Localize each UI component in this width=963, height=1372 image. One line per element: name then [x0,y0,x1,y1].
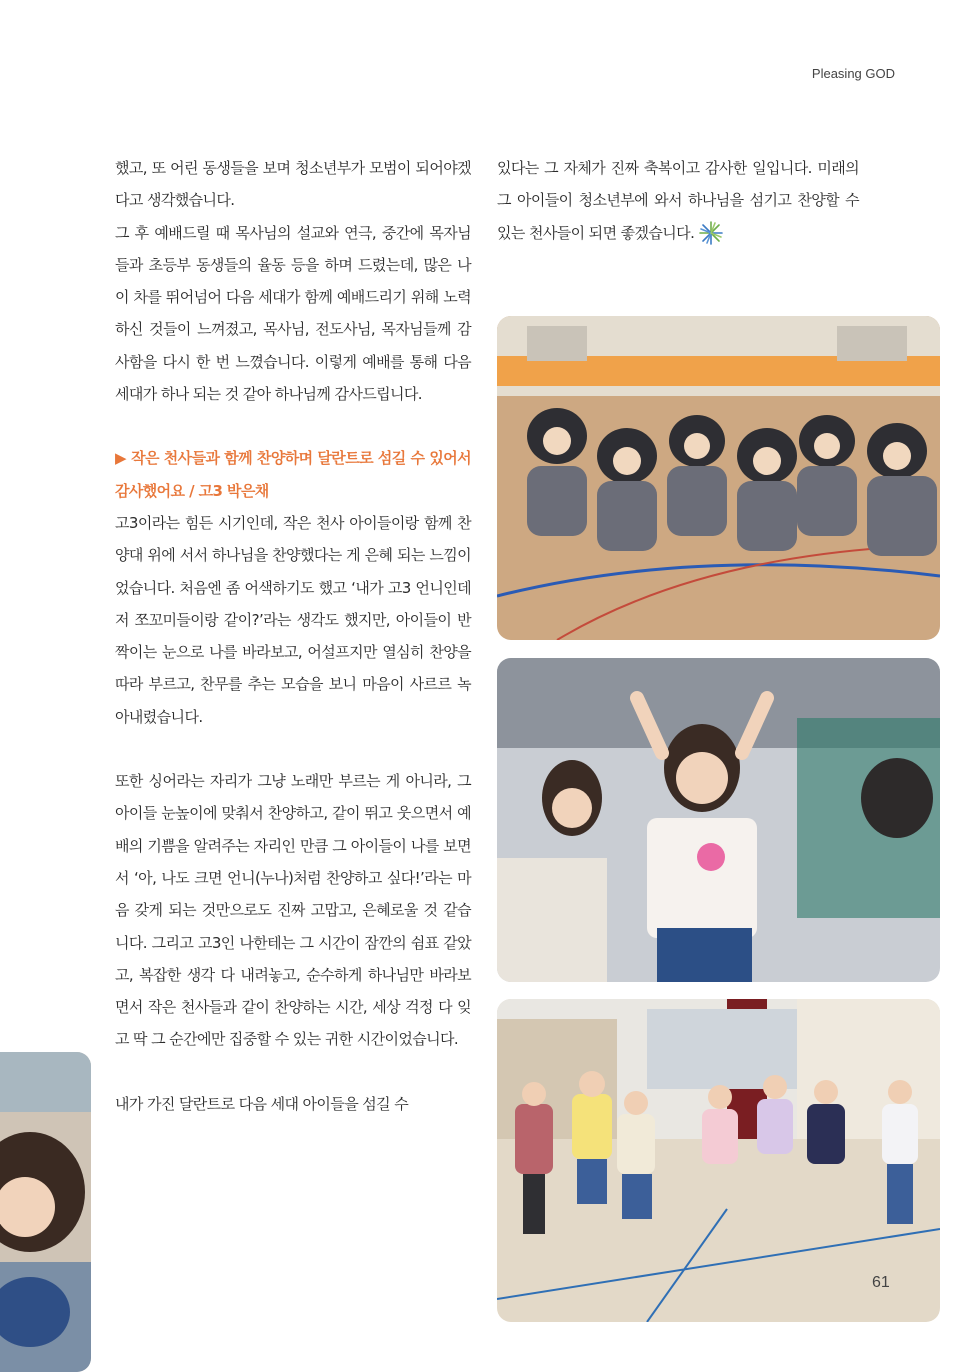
body-paragraph: 있다는 그 자체가 진짜 축복이고 감사한 일입니다. 미래의 그 아이들이 청소년부에 와서 하나님을 섬기고 찬양할 수 있는 천사들이 되면 좋겠습니다. [497,152,859,249]
body-paragraph: 또한 싱어라는 자리가 그냥 노래만 부르는 게 아니라, 그 아이들 눈높이에 맞춰서 찬양하고, 같이 뛰고 웃으면서 예배의 기쁨을 알려주는 자리인 만큼 그 아이들이 나를 보면서 ‘아, 나도 크면 언니(누나)처럼 찬양하고 싶다!’라는 마음 갖게 되는 것만으로도 진짜 고맙고, 은혜로울 것 같습니다. 그리고 고3인 나한테는 그 시간이 잠깐의 쉼표 같았고, 복잡한 생각 다 내려놓고, 순수하게 하나님만 바라보면서 작은 천사들과 같이 찬양하는 시간, 세상 걱정 다 잊고 딱 그 순간에만 집중할 수 있는 귀한 시간이었습니다. [115,772,471,1049]
body-paragraph: 그 후 예배드릴 때 목사님의 설교와 연극, 중간에 목자님들과 초등부 동생들의 율동 등을 하며 드렸는데, 많은 나이 차를 뛰어넘어 다음 세대가 함께 예배드리기 위해 노력하신 것들이 느껴졌고, 목사님, 전도사님, 목자님들께 감사함을 다시 한 번 느꼈습니다. 이렇게 예배를 통해 다음 세대가 하나 되는 것 같아 하나님께 감사드립니다. [115,223,471,404]
left-column [115,152,471,1120]
running-header: Pleasing GOD [811,66,895,81]
body-paragraph: 했고, 또 어린 동생들을 보며 청소년부가 모범이 되어야겠다고 생각했습니다. [115,159,471,210]
body-paragraph: 고3이라는 힘든 시기인데, 작은 천사 아이들이랑 함께 찬양대 위에 서서 하나님을 찬양했다는 게 은혜 되는 느낌이었습니다. 처음엔 좀 어색하기도 했고 ‘내가 고3 언니인데 저 쪼꼬미들이랑 같이?’라는 생각도 했지만, 아이들이 반짝이는 눈으로 나를 바라보고, 어설프지만 열심히 찬양을 따라 부르고, 찬무를 추는 모습을 보니 마음이 사르르 녹아내렸습니다. [115,513,471,726]
section-subheading: ▶ 작은 천사들과 함께 찬양하며 달란트로 섬길 수 있어서 감사했어요 / 고3 박은채 [115,449,471,500]
firework-burst-icon [698,220,724,246]
partial-child-photo [0,1052,91,1372]
seated-children-photo [497,316,940,640]
page-number: 61 [872,1274,890,1291]
right-column [497,152,859,249]
dancing-children-photo [497,658,940,982]
body-paragraph: 내가 가진 달란트로 다음 세대 아이들을 섬길 수 [115,1094,409,1113]
